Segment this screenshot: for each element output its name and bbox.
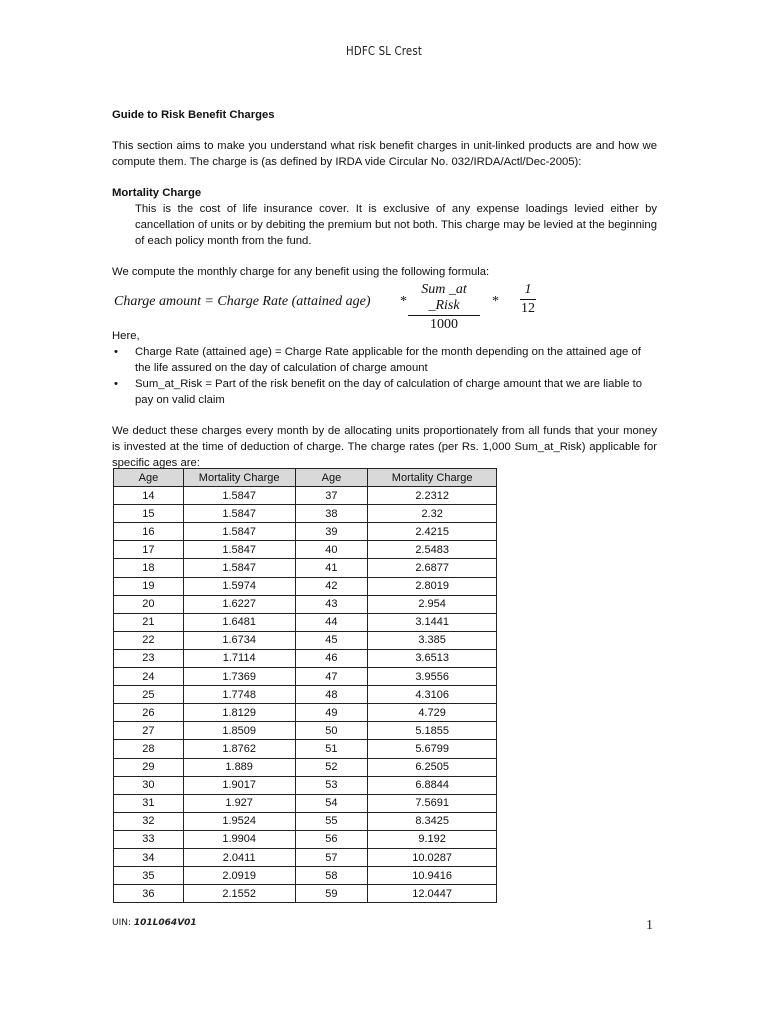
cell-mortality-charge: 1.889 <box>183 758 295 776</box>
cell-age: 38 <box>295 505 368 523</box>
uin-value: 101L064V01 <box>133 918 197 928</box>
table-row <box>114 776 497 794</box>
cell-mortality-charge: 1.8509 <box>183 722 295 740</box>
fraction-numerator: Sum _at _Risk <box>408 282 480 316</box>
table-row <box>114 885 497 903</box>
cell-mortality-charge: 1.6734 <box>183 631 295 649</box>
cell-mortality-charge: 2.2312 <box>368 487 497 505</box>
table-row <box>114 740 497 758</box>
cell-age: 25 <box>114 686 184 704</box>
cell-age: 23 <box>114 649 184 667</box>
uin-label: UIN: <box>112 918 132 928</box>
cell-age: 29 <box>114 758 184 776</box>
cell-mortality-charge: 1.5847 <box>183 541 295 559</box>
list-item: • Sum_at_Risk = Part of the risk benefit on the day of calculation of charge amount that we are liable to pay on valid claim <box>112 376 657 408</box>
cell-age: 14 <box>114 487 184 505</box>
cell-age: 41 <box>295 559 368 577</box>
cell-mortality-charge: 5.1855 <box>368 722 497 740</box>
cell-mortality-charge: 7.5691 <box>368 794 497 812</box>
cell-mortality-charge: 1.7369 <box>183 668 295 686</box>
intro-paragraph: This section aims to make you understand what risk benefit charges in unit-linked products are and how we compute them. The charge is (as defined by IRDA vide Circular No. 032/IRDA/Actl/Dec-2005): <box>112 140 657 168</box>
cell-mortality-charge: 1.5847 <box>183 523 295 541</box>
cell-mortality-charge: 1.7748 <box>183 686 295 704</box>
document-body <box>112 107 657 471</box>
cell-mortality-charge: 1.9017 <box>183 776 295 794</box>
mortality-charge-table <box>113 468 497 903</box>
cell-mortality-charge: 3.9556 <box>368 668 497 686</box>
mortality-charge-paragraph: This is the cost of life insurance cover. It is exclusive of any expense loadings levied either by cancellation of units or by debiting the premium but not both. This charge may be levied at the beginning of each policy month from the fund. <box>135 203 657 247</box>
table-row <box>114 794 497 812</box>
formula-multiply-2: * <box>492 294 499 309</box>
cell-age: 16 <box>114 523 184 541</box>
cell-mortality-charge: 3.1441 <box>368 613 497 631</box>
cell-age: 49 <box>295 704 368 722</box>
formula-lhs: Charge amount = Charge Rate (attained age) <box>114 294 371 309</box>
cell-mortality-charge: 3.385 <box>368 631 497 649</box>
table-row <box>114 505 497 523</box>
table-row <box>114 867 497 885</box>
cell-age: 44 <box>295 613 368 631</box>
cell-age: 59 <box>295 885 368 903</box>
cell-age: 24 <box>114 668 184 686</box>
cell-age: 26 <box>114 704 184 722</box>
table-row <box>114 722 497 740</box>
fraction-numerator: 1 <box>520 282 536 300</box>
cell-age: 51 <box>295 740 368 758</box>
cell-age: 40 <box>295 541 368 559</box>
table-row <box>114 577 497 595</box>
table-row <box>114 704 497 722</box>
table-row <box>114 758 497 776</box>
fraction-denominator: 1000 <box>430 317 458 332</box>
table-row <box>114 649 497 667</box>
definitions-list <box>112 344 657 408</box>
table-row <box>114 668 497 686</box>
cell-age: 50 <box>295 722 368 740</box>
fraction-denominator: 12 <box>521 301 535 316</box>
cell-age: 37 <box>295 487 368 505</box>
formula-multiply-1: * <box>400 294 407 309</box>
cell-mortality-charge: 2.954 <box>368 595 497 613</box>
cell-mortality-charge: 1.8762 <box>183 740 295 758</box>
cell-age: 35 <box>114 867 184 885</box>
cell-mortality-charge: 3.6513 <box>368 649 497 667</box>
cell-mortality-charge: 1.5847 <box>183 505 295 523</box>
cell-age: 56 <box>295 830 368 848</box>
cell-age: 57 <box>295 848 368 866</box>
column-header-mortality-charge: Mortality Charge <box>183 469 295 487</box>
page-header: HDFC SL Crest <box>345 44 423 58</box>
cell-mortality-charge: 2.5483 <box>368 541 497 559</box>
cell-mortality-charge: 1.6227 <box>183 595 295 613</box>
formula-fraction-sum-at-risk <box>408 282 480 333</box>
cell-age: 58 <box>295 867 368 885</box>
cell-mortality-charge: 10.0287 <box>368 848 497 866</box>
cell-age: 34 <box>114 848 184 866</box>
table-row <box>114 631 497 649</box>
cell-age: 42 <box>295 577 368 595</box>
table-row <box>114 559 497 577</box>
cell-mortality-charge: 1.9904 <box>183 830 295 848</box>
cell-age: 53 <box>295 776 368 794</box>
table-header-row <box>114 469 497 487</box>
cell-mortality-charge: 2.6877 <box>368 559 497 577</box>
cell-mortality-charge: 6.2505 <box>368 758 497 776</box>
cell-age: 45 <box>295 631 368 649</box>
cell-mortality-charge: 2.8019 <box>368 577 497 595</box>
cell-age: 30 <box>114 776 184 794</box>
formula-intro: We compute the monthly charge for any benefit using the following formula: <box>112 266 490 278</box>
cell-age: 15 <box>114 505 184 523</box>
cell-age: 43 <box>295 595 368 613</box>
cell-age: 36 <box>114 885 184 903</box>
cell-mortality-charge: 1.9524 <box>183 812 295 830</box>
cell-mortality-charge: 4.729 <box>368 704 497 722</box>
mortality-charge-heading: Mortality Charge <box>112 187 202 199</box>
cell-age: 48 <box>295 686 368 704</box>
column-header-mortality-charge: Mortality Charge <box>368 469 497 487</box>
cell-age: 32 <box>114 812 184 830</box>
list-item: • Charge Rate (attained age) = Charge Rate applicable for the month depending on the attained age of the life assured on the day of calculation of charge amount <box>112 344 657 376</box>
cell-age: 46 <box>295 649 368 667</box>
cell-mortality-charge: 8.3425 <box>368 812 497 830</box>
column-header-age: Age <box>295 469 368 487</box>
table-row <box>114 541 497 559</box>
table-row <box>114 848 497 866</box>
cell-age: 39 <box>295 523 368 541</box>
cell-mortality-charge: 1.5847 <box>183 487 295 505</box>
cell-mortality-charge: 2.32 <box>368 505 497 523</box>
deduction-paragraph: We deduct these charges every month by de allocating units proportionately from all funds that your money is invested at the time of deduction of charge. The charge rates (per Rs. 1,000 Sum_at_Risk) applicable for specific ages are: <box>112 425 657 469</box>
cell-mortality-charge: 6.8844 <box>368 776 497 794</box>
cell-age: 52 <box>295 758 368 776</box>
cell-age: 31 <box>114 794 184 812</box>
cell-mortality-charge: 1.6481 <box>183 613 295 631</box>
cell-mortality-charge: 10.9416 <box>368 867 497 885</box>
table-row <box>114 595 497 613</box>
cell-age: 21 <box>114 613 184 631</box>
page-number: 1 <box>646 918 653 933</box>
charge-formula <box>112 282 657 332</box>
document-title: Guide to Risk Benefit Charges <box>112 109 275 121</box>
cell-age: 17 <box>114 541 184 559</box>
cell-age: 27 <box>114 722 184 740</box>
cell-age: 54 <box>295 794 368 812</box>
cell-mortality-charge: 4.3106 <box>368 686 497 704</box>
cell-mortality-charge: 9.192 <box>368 830 497 848</box>
here-label: Here, <box>112 330 140 342</box>
cell-mortality-charge: 2.1552 <box>183 885 295 903</box>
cell-age: 22 <box>114 631 184 649</box>
table-row <box>114 613 497 631</box>
cell-mortality-charge: 12.0447 <box>368 885 497 903</box>
cell-age: 18 <box>114 559 184 577</box>
column-header-age: Age <box>114 469 184 487</box>
cell-mortality-charge: 5.6799 <box>368 740 497 758</box>
cell-mortality-charge: 1.5847 <box>183 559 295 577</box>
table-row <box>114 830 497 848</box>
table-row <box>114 812 497 830</box>
cell-age: 20 <box>114 595 184 613</box>
cell-age: 33 <box>114 830 184 848</box>
cell-mortality-charge: 2.0919 <box>183 867 295 885</box>
table-row <box>114 523 497 541</box>
cell-mortality-charge: 1.927 <box>183 794 295 812</box>
cell-age: 47 <box>295 668 368 686</box>
cell-age: 28 <box>114 740 184 758</box>
formula-fraction-monthly <box>520 282 536 317</box>
cell-mortality-charge: 1.8129 <box>183 704 295 722</box>
cell-mortality-charge: 2.4215 <box>368 523 497 541</box>
table-row <box>114 487 497 505</box>
table-row <box>114 686 497 704</box>
cell-mortality-charge: 1.5974 <box>183 577 295 595</box>
cell-age: 55 <box>295 812 368 830</box>
cell-mortality-charge: 2.0411 <box>183 848 295 866</box>
cell-age: 19 <box>114 577 184 595</box>
footer-uin <box>112 918 197 928</box>
cell-mortality-charge: 1.7114 <box>183 649 295 667</box>
